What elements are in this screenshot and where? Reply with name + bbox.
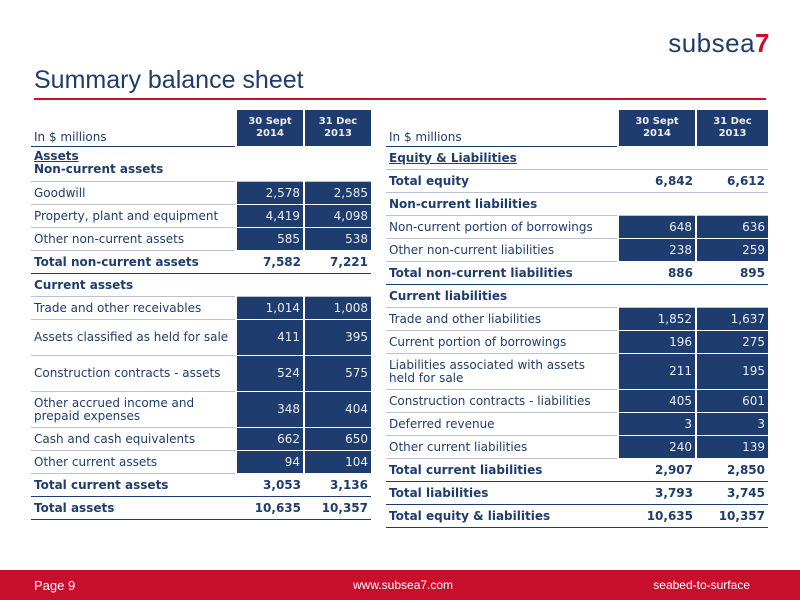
table-row: Other current assets 94 104 [31,451,371,474]
table-row: Trade and other receivables 1,014 1,008 [31,297,371,320]
total-row: Total current assets 3,053 3,136 [31,474,371,497]
table-row: Other accrued income and prepaid expenses 348 404 [31,392,371,428]
table-header [31,110,371,147]
table-row: Assets classified as held for sale 411 395 [31,320,371,356]
table-row: Deferred revenue 3 3 [386,413,768,436]
page-number: Page 9 [34,578,76,593]
unit-label: In $ millions [386,110,618,147]
table-row: Current portion of borrowings 196 275 [386,331,768,354]
col-header-dec-2013: 31 Dec 2013 [696,110,768,147]
website-link[interactable]: www.subsea7.com [353,578,454,592]
table-row: Construction contracts - liabilities 405 601 [386,390,768,413]
footer-bar [0,570,800,600]
section-equity-liabilities: Equity & Liabilities [386,147,768,170]
subsea7-logo [668,28,770,59]
logo-seven: 7 [755,28,770,58]
table-row: Other non-current liabilities 238 259 [386,239,768,262]
table-row: Liabilities associated with assets held for sale 211 195 [386,354,768,390]
table-row: Property, plant and equipment 4,419 4,098 [31,205,371,228]
col-header-dec-2013: 31 Dec 2013 [304,110,371,147]
total-row: Total non-current assets 7,582 7,221 [31,251,371,274]
section-noncurrent-assets: Non-current assets [31,163,371,182]
col-header-sept-2014: 30 Sept 2014 [618,110,696,147]
table-row: Cash and cash equivalents 662 650 [31,428,371,451]
section-current-assets: Current assets [31,274,371,297]
section-current-liabilities: Current liabilities [386,285,768,308]
table-row: Trade and other liabilities 1,852 1,637 [386,308,768,331]
section-noncurrent-liabilities: Non-current liabilities [386,193,768,216]
section-assets: Assets [34,149,79,163]
table-header [386,110,768,147]
title-divider [34,98,766,100]
total-row: Total liabilities 3,793 3,745 [386,482,768,505]
total-row: Total assets 10,635 10,357 [31,497,371,520]
tagline: seabed-to-surface [653,578,750,592]
equity-liabilities-table [386,110,768,528]
logo-text: subsea [668,28,756,58]
total-row: Total current liabilities 2,907 2,850 [386,459,768,482]
unit-label: In $ millions [31,110,236,147]
page-title: Summary balance sheet [34,66,304,94]
table-row: Other current liabilities 240 139 [386,436,768,459]
col-header-sept-2014: 30 Sept 2014 [236,110,304,147]
table-row: Construction contracts - assets 524 575 [31,356,371,392]
assets-table [31,110,371,520]
table-row: Other non-current assets 585 538 [31,228,371,251]
total-row: Total non-current liabilities 886 895 [386,262,768,285]
table-row: Goodwill 2,578 2,585 [31,182,371,205]
total-equity-row: Total equity 6,842 6,612 [386,170,768,193]
total-row: Total equity & liabilities 10,635 10,357 [386,505,768,528]
table-row: Non-current portion of borrowings 648 636 [386,216,768,239]
